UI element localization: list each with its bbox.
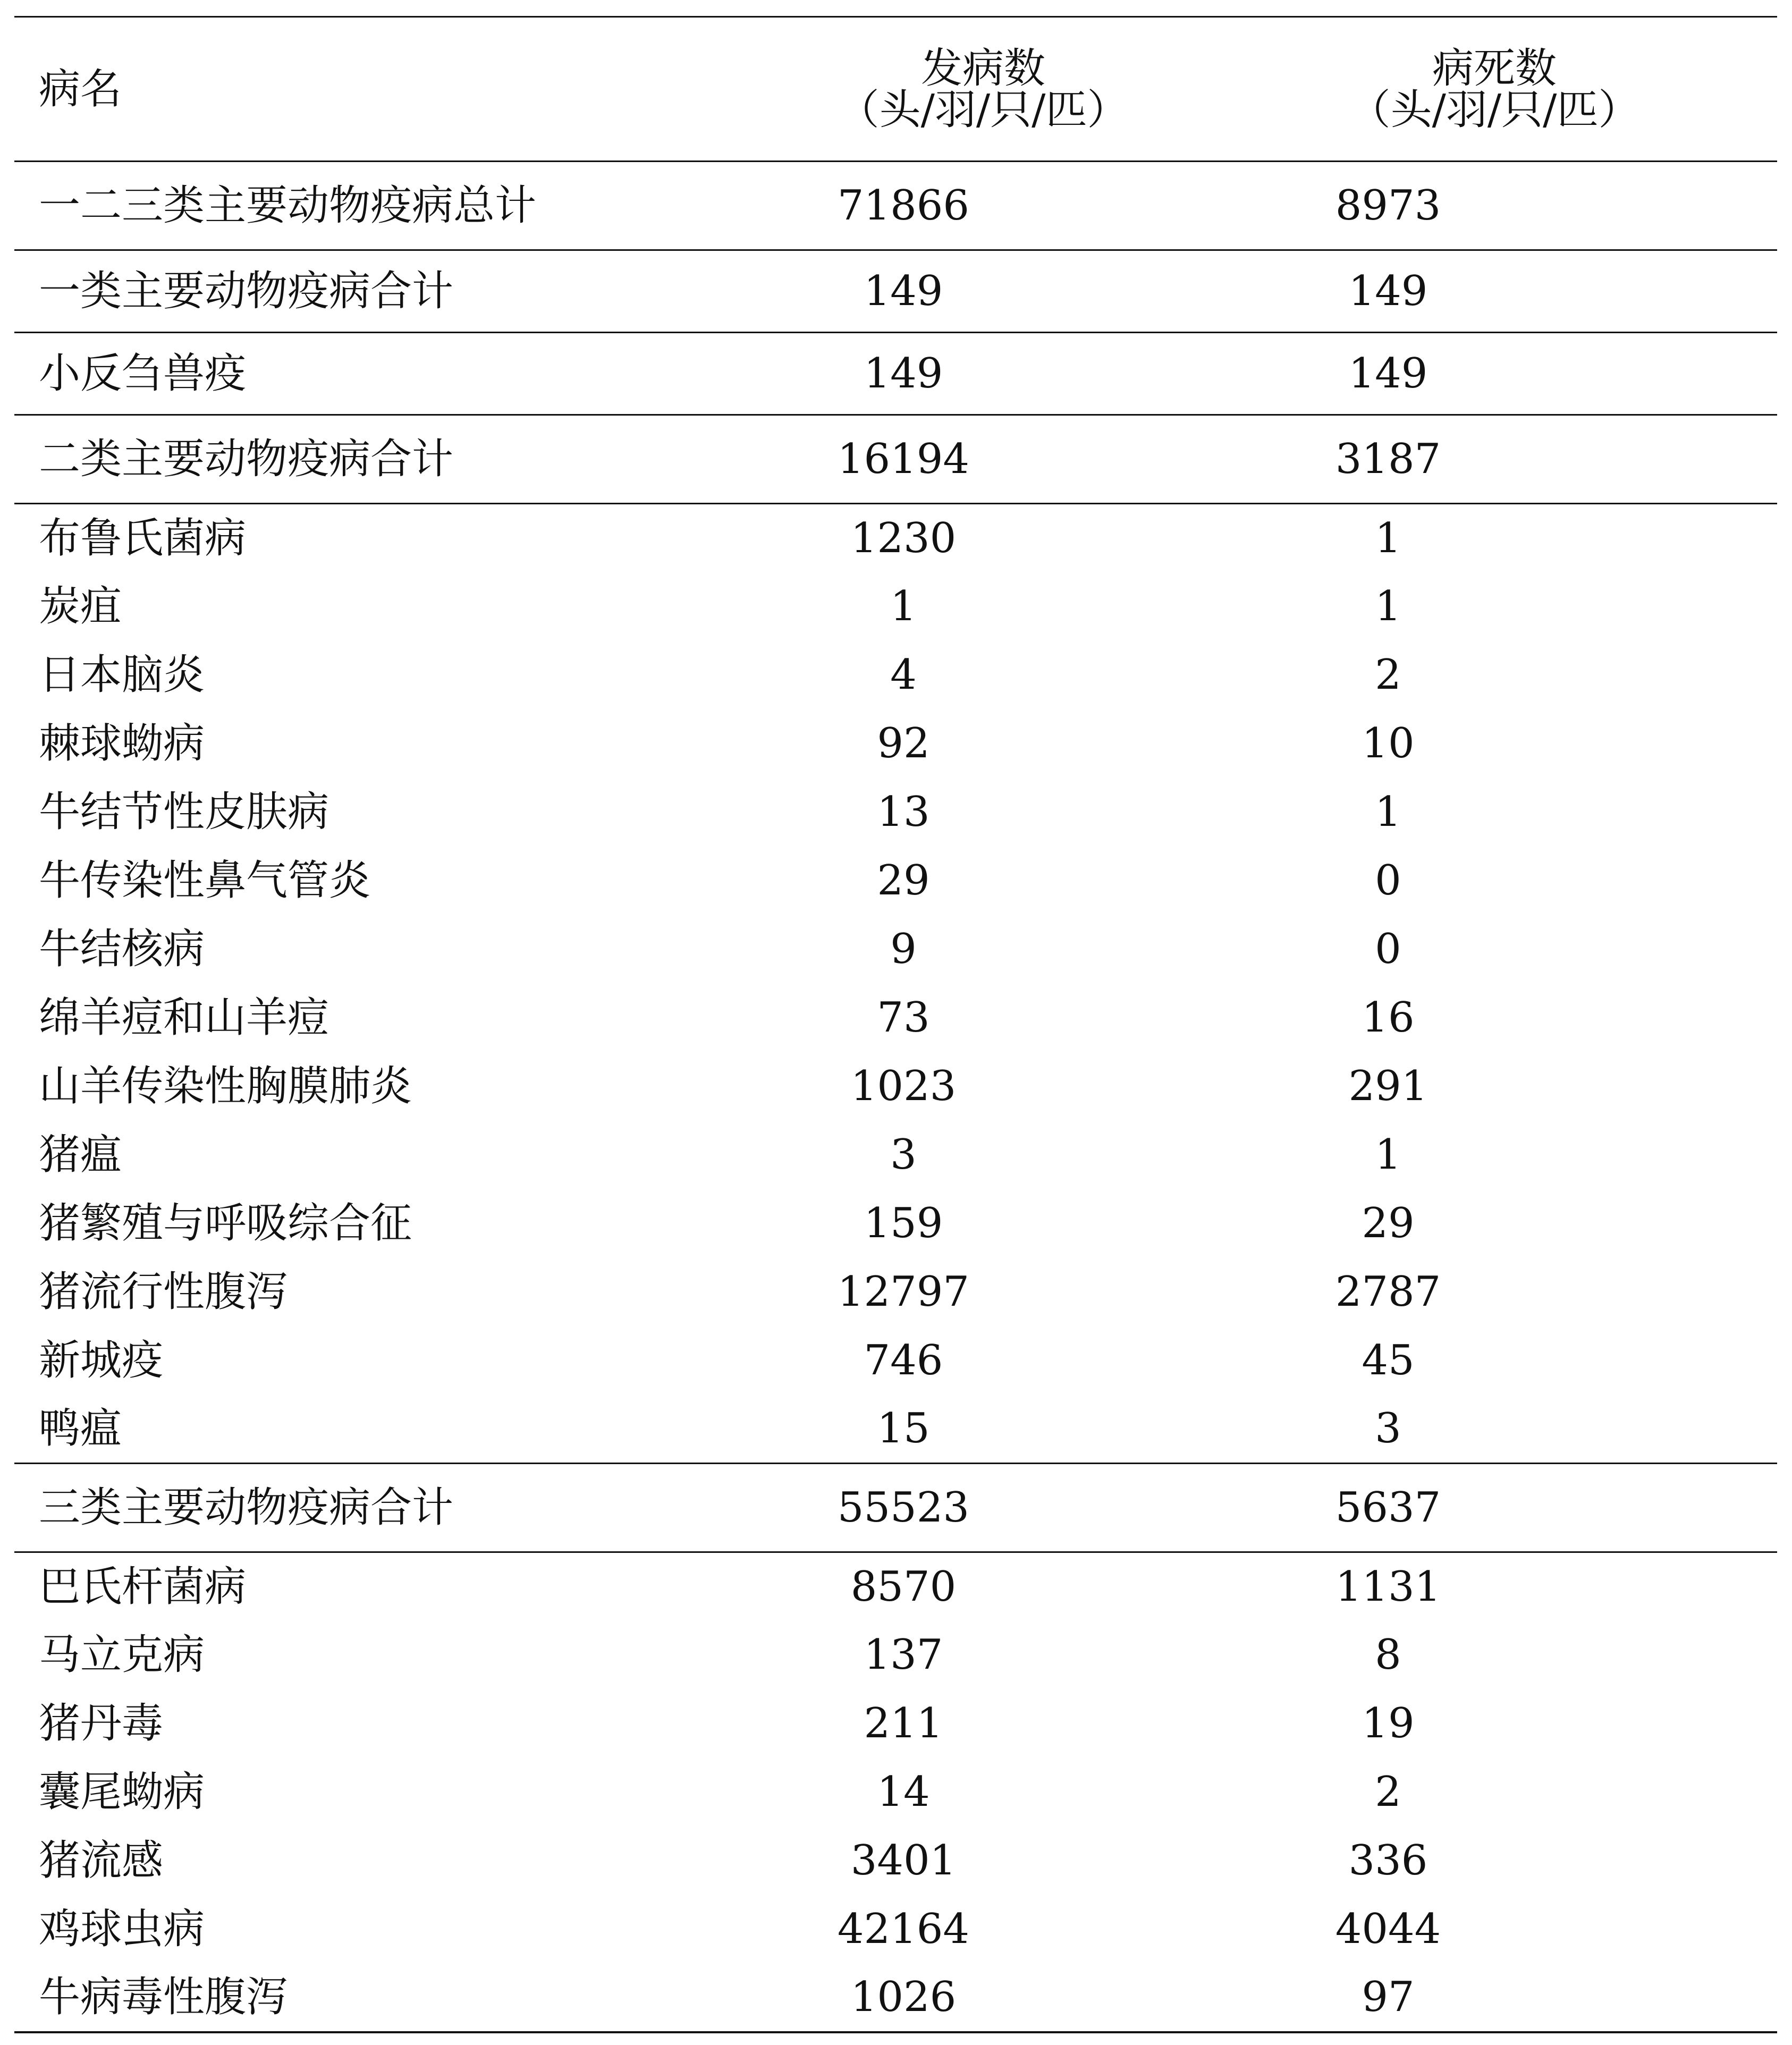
incidence-value: 73 [877, 994, 930, 1042]
deaths-value: 5637 [1335, 1484, 1441, 1532]
incidence-value: 1023 [850, 1062, 957, 1110]
incidence-value: 149 [864, 350, 943, 398]
incidence-value: 16194 [837, 435, 970, 483]
disease-name: 三类主要动物疫病合计 [39, 1484, 454, 1532]
table-row [14, 984, 1777, 1052]
table-row [14, 504, 1777, 572]
table-row [14, 641, 1777, 709]
deaths-value: 8 [1375, 1631, 1401, 1679]
deaths-value: 29 [1362, 1199, 1415, 1247]
table-row [14, 250, 1777, 333]
table-row [14, 1464, 1777, 1552]
deaths-value: 4044 [1335, 1905, 1441, 1953]
incidence-value: 29 [877, 857, 930, 905]
deaths-value: 10 [1362, 720, 1415, 767]
header-incidence [755, 17, 1212, 162]
disease-name: 牛结核病 [39, 925, 205, 973]
deaths-value: 1 [1375, 1131, 1401, 1179]
disease-name: 山羊传染性胸膜肺炎 [39, 1062, 412, 1110]
deaths-value: 2 [1375, 651, 1401, 699]
incidence-value: 211 [864, 1700, 943, 1747]
incidence-value: 4 [890, 651, 917, 699]
table-row [14, 572, 1777, 641]
table-row [14, 162, 1777, 250]
disease-name: 炭疽 [39, 582, 122, 630]
incidence-value: 55523 [837, 1484, 970, 1532]
deaths-value: 2787 [1335, 1268, 1441, 1316]
incidence-value: 71866 [837, 182, 970, 230]
disease-name: 马立克病 [39, 1631, 205, 1679]
deaths-value: 45 [1362, 1337, 1415, 1384]
table-row [14, 333, 1777, 415]
table-row [14, 415, 1777, 504]
table-row [14, 1258, 1777, 1326]
incidence-value: 9 [890, 925, 917, 973]
table-header [14, 17, 1777, 162]
disease-name: 猪流感 [39, 1837, 164, 1885]
header-deaths-unit: （头/羽/只/匹） [1349, 86, 1640, 134]
deaths-value: 0 [1375, 925, 1401, 973]
header-deaths-title: 病死数 [1432, 44, 1557, 92]
table-body [14, 162, 1777, 2032]
disease-name: 鸭瘟 [39, 1405, 122, 1453]
disease-name: 巴氏杆菌病 [39, 1562, 247, 1611]
disease-name: 牛传染性鼻气管炎 [39, 857, 371, 905]
incidence-value: 1026 [850, 1973, 957, 2021]
disease-name: 一二三类主要动物疫病总计 [39, 182, 537, 230]
table-row [14, 1395, 1777, 1464]
disease-name: 牛病毒性腹泻 [39, 1973, 288, 2021]
incidence-value: 3401 [850, 1837, 957, 1885]
incidence-value: 137 [864, 1631, 943, 1679]
disease-name: 猪瘟 [39, 1131, 122, 1179]
incidence-value: 746 [864, 1337, 943, 1384]
disease-name: 猪流行性腹泻 [39, 1268, 288, 1316]
incidence-value: 42164 [837, 1905, 970, 1953]
header-row [14, 17, 1777, 162]
incidence-value: 14 [877, 1768, 930, 1816]
deaths-value: 2 [1375, 1768, 1401, 1816]
deaths-value: 291 [1348, 1062, 1428, 1110]
disease-name: 日本脑炎 [39, 651, 205, 699]
disease-name: 棘球蚴病 [39, 720, 205, 767]
table-row [14, 1758, 1777, 1827]
disease-name: 小反刍兽疫 [39, 350, 247, 398]
disease-name: 猪丹毒 [39, 1700, 164, 1747]
deaths-value: 19 [1362, 1700, 1415, 1747]
disease-name: 二类主要动物疫病合计 [39, 435, 454, 483]
incidence-value: 1 [890, 582, 917, 630]
table-row [14, 1121, 1777, 1189]
deaths-value: 336 [1348, 1837, 1428, 1885]
table-row [14, 1689, 1777, 1758]
incidence-value: 3 [890, 1131, 917, 1179]
deaths-value: 8973 [1335, 182, 1441, 230]
deaths-value: 3 [1375, 1405, 1401, 1453]
disease-name: 鸡球虫病 [39, 1905, 205, 1953]
table-row [14, 709, 1777, 778]
table-row [14, 1189, 1777, 1258]
incidence-value: 13 [877, 788, 930, 836]
table-row [14, 1964, 1777, 2032]
incidence-value: 159 [864, 1199, 943, 1247]
table-row [14, 915, 1777, 984]
table-row [14, 1895, 1777, 1964]
incidence-value: 149 [864, 267, 943, 315]
table-row [14, 1827, 1777, 1895]
deaths-value: 149 [1348, 267, 1428, 315]
disease-name: 新城疫 [39, 1337, 164, 1384]
deaths-value: 1 [1375, 582, 1401, 630]
disease-name: 囊尾蚴病 [39, 1768, 205, 1816]
table-row [14, 847, 1777, 915]
deaths-value: 1 [1375, 514, 1401, 562]
disease-statistics-table [14, 16, 1777, 2033]
incidence-value: 15 [877, 1405, 930, 1453]
table-row [14, 1621, 1777, 1689]
header-incidence-title: 发病数 [920, 44, 1045, 92]
header-deaths [1212, 17, 1777, 162]
deaths-value: 1 [1375, 788, 1401, 836]
deaths-value: 0 [1375, 857, 1401, 905]
incidence-value: 1230 [850, 514, 957, 562]
disease-name: 绵羊痘和山羊痘 [39, 994, 329, 1042]
disease-name: 一类主要动物疫病合计 [39, 267, 454, 315]
table-row [14, 1326, 1777, 1395]
header-disease-name: 病名 [39, 65, 122, 113]
table-row [14, 1552, 1777, 1621]
table-row [14, 1052, 1777, 1121]
deaths-value: 149 [1348, 350, 1428, 398]
table-row [14, 778, 1777, 847]
disease-name: 布鲁氏菌病 [39, 514, 247, 562]
header-incidence-unit: （头/羽/只/匹） [838, 86, 1129, 134]
disease-name: 猪繁殖与呼吸综合征 [39, 1199, 412, 1247]
disease-name: 牛结节性皮肤病 [39, 788, 329, 836]
deaths-value: 97 [1362, 1973, 1415, 2021]
deaths-value: 1131 [1335, 1562, 1441, 1611]
incidence-value: 12797 [837, 1268, 970, 1316]
deaths-value: 3187 [1335, 435, 1441, 483]
deaths-value: 16 [1362, 994, 1415, 1042]
incidence-value: 8570 [850, 1562, 957, 1611]
incidence-value: 92 [877, 720, 930, 767]
